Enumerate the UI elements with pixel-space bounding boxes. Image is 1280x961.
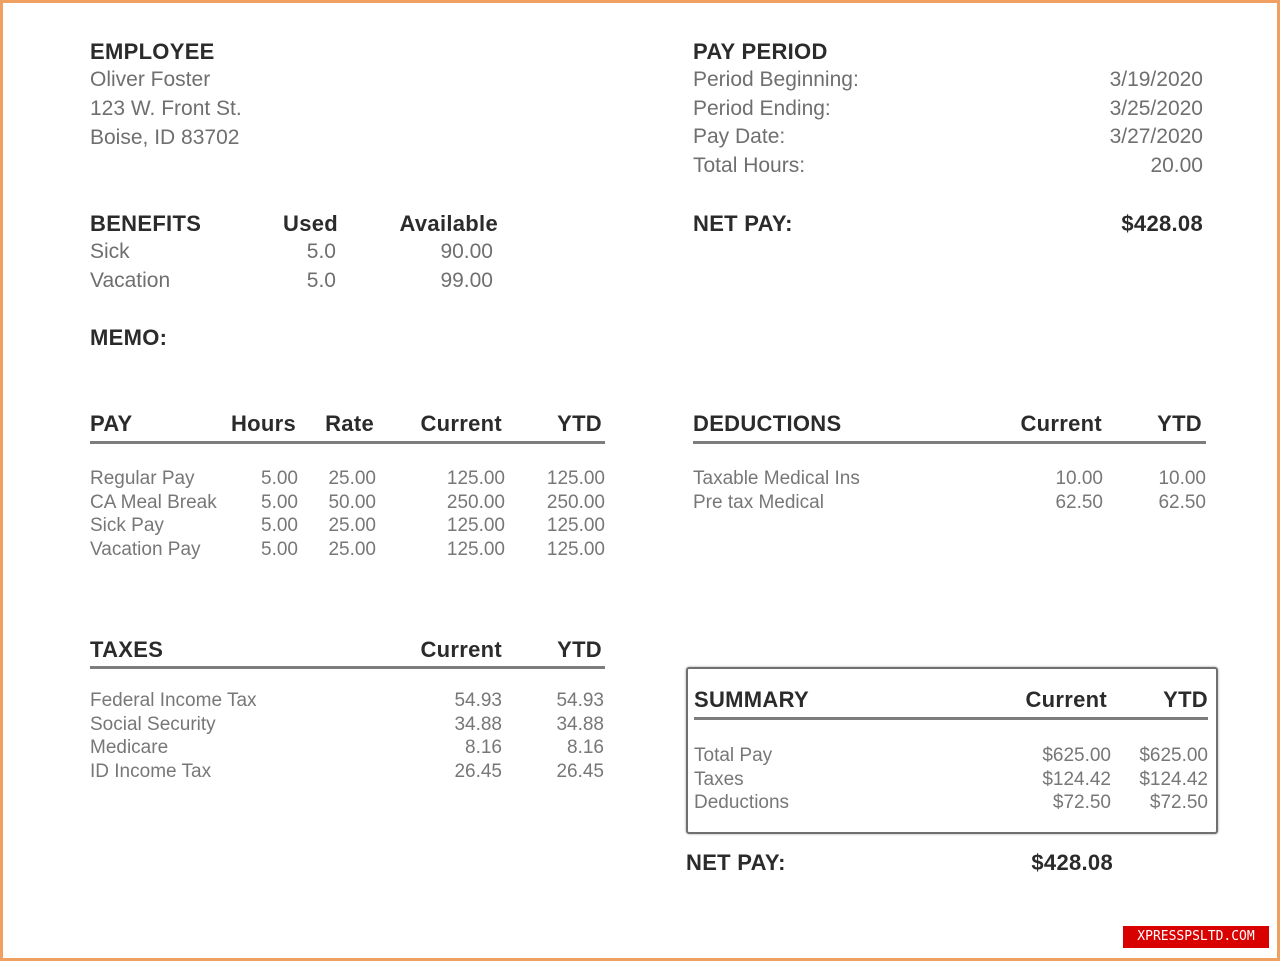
pay-period-value: 3/27/2020 [1109, 125, 1203, 148]
pay-row [90, 491, 605, 515]
pay-period-row [693, 66, 1203, 95]
deduction-row [693, 491, 1206, 515]
pay-row-current: 250.00 [446, 491, 505, 513]
summary-row-current: $72.50 [1052, 792, 1111, 814]
summary-row-ytd: $625.00 [1139, 745, 1208, 766]
tax-current: 8.16 [465, 737, 502, 759]
tax-row [90, 689, 605, 713]
pay-rate-header: Rate [325, 411, 374, 436]
benefits-heading: BENEFITS [90, 211, 202, 236]
pay-row-name: Vacation Pay [90, 539, 201, 561]
benefit-available: 90.00 [440, 240, 493, 263]
tax-ytd: 34.88 [556, 713, 604, 735]
summary-current-header: Current [1025, 687, 1107, 712]
tax-row [90, 736, 605, 760]
tax-ytd: 54.93 [556, 690, 604, 711]
pay-period-row [693, 95, 1203, 124]
pay-row [90, 467, 605, 491]
deductions-ytd-header: YTD [1157, 411, 1202, 436]
tax-ytd: 8.16 [567, 737, 604, 759]
deduction-current: 10.00 [1055, 468, 1103, 489]
benefit-available: 99.00 [440, 269, 493, 292]
pay-row-rate: 25.00 [328, 468, 376, 489]
pay-row-hours: 5.00 [261, 468, 298, 489]
pay-period-value: 20.00 [1150, 153, 1203, 177]
taxes-current-header: Current [420, 637, 502, 662]
pay-row [90, 514, 605, 538]
summary-row-name: Deductions [694, 792, 790, 814]
tax-name: Social Security [90, 713, 216, 735]
pay-hours-header: Hours [230, 411, 296, 436]
pay-rows [90, 467, 605, 562]
deductions-header-rule [693, 441, 1206, 444]
taxes-header-rule [90, 666, 605, 669]
summary-row-current: $124.42 [1042, 768, 1111, 790]
tax-ytd: 26.45 [556, 761, 604, 783]
pay-period-value: 3/25/2020 [1109, 96, 1203, 120]
tax-current: 54.93 [454, 690, 502, 711]
pay-period-table [693, 66, 1203, 180]
deduction-ytd: 10.00 [1158, 468, 1206, 489]
summary-row-name: Total Pay [694, 745, 773, 766]
net-pay-value-top: $428.08 [1121, 211, 1203, 236]
pay-row-rate: 50.00 [328, 491, 376, 513]
net-pay-value-bottom: $428.08 [1031, 850, 1113, 875]
summary-heading: SUMMARY [694, 687, 809, 712]
pay-row-ytd: 125.00 [546, 468, 605, 489]
tax-current: 26.45 [454, 761, 502, 783]
deductions-rows [693, 467, 1206, 514]
summary-row-ytd: $124.42 [1139, 768, 1208, 790]
pay-row-hours: 5.00 [261, 515, 298, 537]
summary-ytd-header: YTD [1163, 687, 1208, 712]
tax-name: Federal Income Tax [90, 690, 257, 711]
employee-name: Oliver Foster [90, 68, 211, 91]
tax-name: ID Income Tax [90, 761, 212, 783]
benefit-used: 5.0 [306, 269, 336, 292]
pay-row-ytd: 125.00 [546, 539, 605, 561]
net-pay-label-bottom: NET PAY: [686, 850, 786, 875]
summary-row-name: Taxes [694, 768, 744, 790]
summary-row [694, 744, 1208, 768]
pay-period-heading: PAY PERIOD [693, 39, 828, 64]
pay-heading: PAY [90, 411, 133, 436]
benefit-used: 5.0 [306, 240, 336, 263]
taxes-rows [90, 689, 605, 784]
pay-current-header: Current [420, 411, 502, 436]
pay-ytd-header: YTD [557, 411, 602, 436]
pay-period-row [693, 152, 1203, 181]
employee-address-line1: 123 W. Front St. [90, 97, 242, 120]
deduction-name: Pre tax Medical [693, 491, 824, 513]
summary-rows [694, 744, 1208, 815]
pay-row-hours: 5.00 [261, 491, 298, 513]
benefit-name: Vacation [90, 269, 171, 292]
pay-row-current: 125.00 [446, 468, 505, 489]
pay-row-name: Regular Pay [90, 468, 195, 489]
pay-row-rate: 25.00 [328, 539, 376, 561]
pay-row-rate: 25.00 [328, 515, 376, 537]
tax-row [90, 713, 605, 737]
summary-row-ytd: $72.50 [1149, 792, 1208, 814]
summary-header-rule [694, 717, 1208, 720]
benefit-name: Sick [90, 240, 130, 263]
pay-period-value: 3/19/2020 [1109, 68, 1203, 91]
pay-row-ytd: 250.00 [546, 491, 605, 513]
pay-period-label: Pay Date: [693, 125, 786, 148]
benefits-used-header: Used [283, 211, 338, 236]
deduction-name: Taxable Medical Ins [693, 468, 860, 489]
pay-period-label: Period Beginning: [693, 68, 859, 91]
benefits-available-header: Available [399, 211, 498, 236]
summary-row [694, 768, 1208, 792]
deduction-row [693, 467, 1206, 491]
deduction-ytd: 62.50 [1158, 491, 1206, 513]
pay-row-current: 125.00 [446, 539, 505, 561]
taxes-heading: TAXES [90, 637, 164, 662]
summary-row-current: $625.00 [1042, 745, 1111, 766]
pay-row-name: Sick Pay [90, 515, 164, 537]
watermark-label: XPRESSPSLTD.COM [1123, 926, 1269, 948]
deductions-heading: DEDUCTIONS [693, 411, 842, 436]
employee-address-line2: Boise, ID 83702 [90, 126, 240, 149]
tax-name: Medicare [90, 737, 169, 759]
pay-row-current: 125.00 [446, 515, 505, 537]
memo-label: MEMO: [90, 325, 168, 350]
employee-heading: EMPLOYEE [90, 39, 215, 64]
pay-row [90, 538, 605, 562]
pay-period-label: Total Hours: [693, 153, 806, 177]
pay-period-row [693, 123, 1203, 152]
deduction-current: 62.50 [1055, 491, 1103, 513]
pay-row-ytd: 125.00 [546, 515, 605, 537]
pay-row-hours: 5.00 [261, 539, 298, 561]
summary-row [694, 791, 1208, 815]
pay-period-label: Period Ending: [693, 96, 831, 120]
pay-header-rule [90, 441, 605, 444]
tax-row [90, 760, 605, 784]
net-pay-label-top: NET PAY: [693, 211, 793, 236]
deductions-current-header: Current [1020, 411, 1102, 436]
tax-current: 34.88 [454, 713, 502, 735]
taxes-ytd-header: YTD [557, 637, 602, 662]
pay-row-name: CA Meal Break [90, 491, 217, 513]
